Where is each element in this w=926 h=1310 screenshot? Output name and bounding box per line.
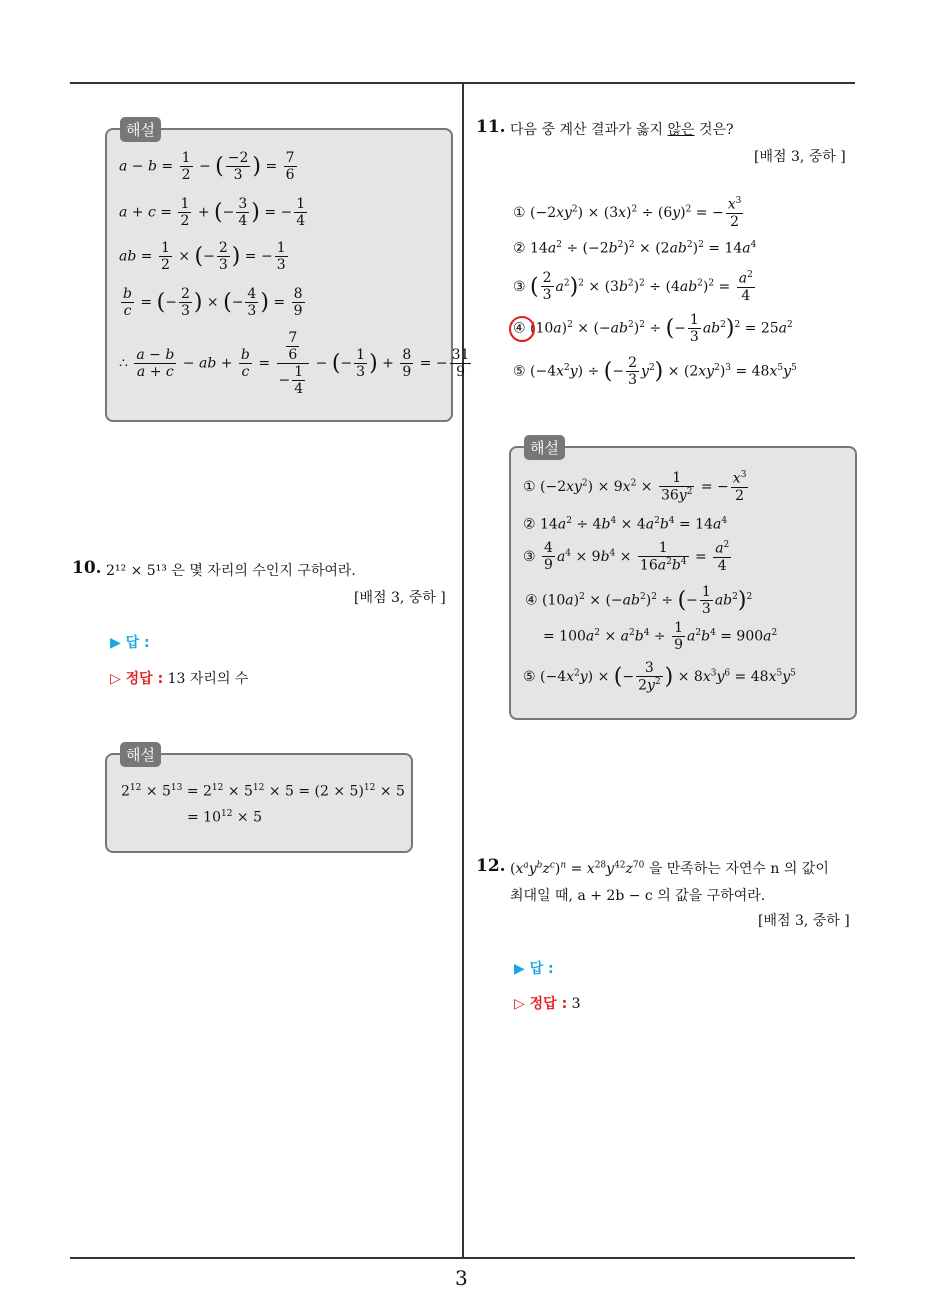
- score-label: [배점 3, 중하 ]: [758, 913, 850, 929]
- question-number: 12.: [476, 856, 506, 876]
- correct-label: ▷ 정답 :: [110, 671, 164, 687]
- bottom-rule: [70, 1257, 855, 1259]
- expl-line: ② $14a^2 \div 4b^4 \times 4a^2b^4 = 14a^4$: [523, 516, 728, 533]
- explanation-box-q11: [509, 446, 857, 720]
- question-text: $(x^ay^bz^c)^n = x^{28}y^{42}z^{70}$ 을 만족하는 자연수 n 의 값이: [510, 860, 829, 877]
- answer-input[interactable]: [584, 954, 784, 976]
- expl-line: ③ $\frac{4}{9}$ $a^4 \times 9b^4$ × $\frac{1}{16a^2b^4}$ = $\frac{a^2}{4}$: [523, 540, 730, 574]
- page-number: 3: [455, 1266, 468, 1290]
- expl-line: a − b = $\frac{1}{2}$ − ( $\frac{-2}{3}$ ) = $\frac{7}{6}$: [119, 150, 295, 184]
- expl-line: ab = $\frac{1}{2}$ × (− $\frac{2}{3}$ ) = − $\frac{1}{3}$: [119, 240, 286, 274]
- question-number: 11.: [476, 117, 506, 137]
- choice-1[interactable]: ① $(-2xy^2) \times (3x)^2 \div (6y)^2$ = − $\frac{x^3}{2}$: [513, 196, 742, 230]
- expl-line: $\frac{b}{c}$ = (− $\frac{2}{3}$ ) × (− $\frac{4}{3}$ ) = $\frac{8}{9}$: [123, 286, 303, 320]
- column-divider: [462, 84, 464, 1258]
- choice-2[interactable]: ② $14a^2 \div (-2b^2)^2 \times (2ab^2)^2 = 14a^4$: [513, 240, 757, 257]
- question-text: 2¹² × 5¹³ 은 몇 자리의 수인지 구하여라.: [106, 563, 356, 579]
- score-label: [배점 3, 중하 ]: [754, 149, 846, 165]
- explanation-tag: 해설: [120, 742, 161, 767]
- expl-line: = $100a^2 \times a^2b^4$ ÷ $\frac{1}{9}$ $a^2b^4 = 900a^2$: [543, 620, 778, 654]
- expl-line: a + c = $\frac{1}{2}$ + (− $\frac{3}{4}$ ) = − $\frac{1}{4}$: [119, 196, 306, 230]
- correct-answer: [110, 668, 248, 688]
- expl-line: ⑤ $(-4x^2y)$ × (− $\frac{3}{2y^2}$ ) × $8x^3y^6 = 48x^5y^5$: [523, 660, 796, 694]
- answer-input[interactable]: [180, 628, 380, 650]
- explanation-box-prev: [105, 128, 470, 422]
- question-text-line2: 최대일 때, a + 2b − c 의 값을 구하여라.: [510, 888, 766, 904]
- expl-line: ④ $(10a)^2 \times (-ab^2)^2$ ÷ (− $\frac{1}{3}$ $ab^2)^2$: [525, 584, 753, 618]
- question-number: 10.: [72, 558, 102, 578]
- choice-5[interactable]: ⑤ $(-4x^2y)$ ÷ (− $\frac{2}{3}$ $y^2) \times (2xy^2)^3 = 48x^5y^5$: [513, 355, 797, 389]
- correct-label: ▷ 정답 :: [514, 996, 568, 1012]
- score-label: [배점 3, 중하 ]: [354, 590, 446, 606]
- answer-label: ▶ 답 :: [110, 635, 150, 651]
- explanation-tag: 해설: [120, 117, 161, 142]
- expl-line: = $10^{12} \times 5$: [187, 809, 262, 826]
- correct-value: 3: [571, 996, 581, 1012]
- question-text-line1: 을 만족하는 자연수 n 의 값이: [648, 861, 829, 877]
- correct-value: 13 자리의 수: [167, 671, 249, 687]
- expl-line: $2^{12} \times 5^{13} = 2^{12} \times 5^{12} \times 5 = (2 \times 5)^{12} \times 5$: [121, 783, 405, 800]
- correct-answer: [514, 993, 581, 1013]
- choice-4[interactable]: ④ $(10a)^2 \times (-ab^2)^2$ ÷ (− $\frac{1}{3}$ $ab^2)^2 = 25a^2$: [513, 312, 793, 346]
- expl-line: ∴ $\frac{a - b}{a + c}$ − ab + $\frac{b}{c}$ = $\frac{7}{6}$ − $\frac{1}{4}$ − (− $\frac{1}{3}$ ) + $\frac{8}{9}$ = − $\frac{31}{9}$: [119, 330, 470, 398]
- marked-answer-circle: [509, 316, 535, 342]
- answer-label: ▶ 답 :: [514, 961, 554, 977]
- expl-line: ① $(-2xy^2) \times 9x^2$ × $\frac{1}{36y^2}$ = − $\frac{x^3}{2}$: [523, 470, 747, 504]
- explanation-box-q10: [105, 753, 413, 853]
- explanation-tag: 해설: [524, 435, 565, 460]
- choice-3[interactable]: ③ ( $\frac{2}{3}$ $a^2)^2 \times (3b^2)^2 \div (4ab^2)^2$ = $\frac{a^2}{4}$: [513, 270, 753, 304]
- question-text: 다음 중 계산 결과가 옳지 않은 것은?: [510, 122, 734, 138]
